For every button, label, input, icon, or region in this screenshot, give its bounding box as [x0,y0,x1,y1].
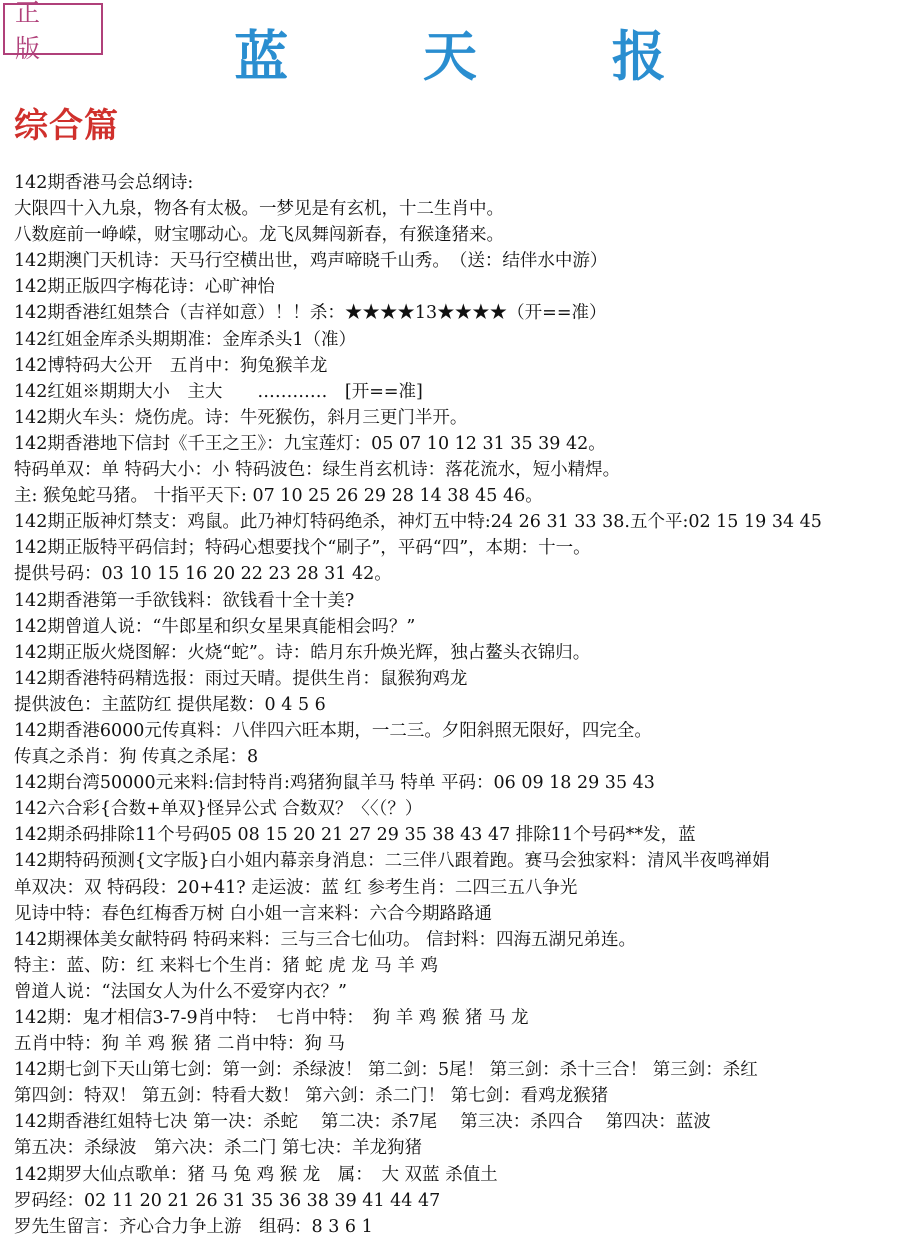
text-line: 提供波色：主蓝防红 提供尾数：0 4 5 6 [14,694,326,715]
text-line: 142期香港红姐特七决 第一决：杀蛇 第二决：杀7尾 第三决：杀四合 第四决：蓝波 [14,1112,711,1133]
text-line: 主: 猴兔蛇马猪。 十指平天下: 07 10 25 26 29 28 14 38 45 46。 [14,486,543,507]
text-line: 第四剑：特双！ 第五剑：特看大数！ 第六剑：杀二门！ 第七剑：看鸡龙猴猪 [14,1086,609,1107]
text-line: 142期七剑下天山第七剑：第一剑：杀绿波！ 第二剑：5尾！ 第三剑：杀十三合！ 第三剑：杀红 [14,1060,758,1081]
text-line: 传真之杀肖：狗 传真之杀尾：8 [14,747,259,768]
newspaper-title: 蓝 天 报 [234,24,724,88]
text-line: 142红姐金库杀头期期准：金库杀头1（准） [14,329,357,350]
text-line: 142期：鬼才相信3-7-9肖中特： 七肖中特： 狗 羊 鸡 猴 猪 马 龙 [14,1008,529,1028]
text-line: 142期火车头：烧伤虎。诗：牛死猴伤，斜月三更门半开。 [14,407,468,428]
text-line: 142期曾道人说：“牛郎星和织女星果真能相会吗？” [14,616,416,637]
text-line: 142期裸体美女献特码 特码来料：三与三合七仙功。 信封料：四海五湖兄弟连。 [14,929,637,950]
text-line: 142期正版四字梅花诗：心旷神怡 [14,277,275,298]
text-line: 142期特码预测{文字版}白小姐内幕亲身消息：二三伴八跟着跑。赛马会独家料：清风半夜鸣禅娟 [14,851,770,872]
text-line: 五肖中特：狗 羊 鸡 猴 猪 二肖中特：狗 马 [14,1034,345,1055]
text-line: 142期罗大仙点歌单：猪 马 兔 鸡 猴 龙 属： 大 双蓝 杀值土 [14,1164,498,1185]
text-line: 特主：蓝、防：红 来料七个生肖：猪 蛇 虎 龙 马 羊 鸡 [14,955,438,976]
text-line: 142期杀码排除11个号码05 08 15 20 21 27 29 35 38 43 47 排除11个号码**发，蓝 [14,825,696,846]
text-line: 142期香港第一手欲钱料：欲钱看十全十美? [14,590,355,611]
text-line: 第五决：杀绿波 第六决：杀二门 第七决：羊龙狗猪 [14,1138,423,1159]
text-line: 曾道人说：“法国女人为什么不爱穿内衣？” [14,981,347,1002]
text-line: 142六合彩{合数+单双}怪异公式 合数双？〈〈（？） [14,799,423,820]
text-line: 八数庭前一峥嵘，财宝哪动心。龙飞凤舞闯新春，有猴逢猪来。 [14,225,504,246]
text-line: 142期正版火烧图解：火烧“蛇”。诗：皓月东升焕光辉，独占鳌头衣锦归。 [14,642,591,663]
text-line: 单双决：双 特码段：20+41? 走运波：蓝 红 参考生肖：二四三五八争光 [14,877,578,898]
text-line: 142期香港6000元传真料：八伴四六旺本期，一二三。夕阳斜照无限好，四完全。 [14,720,652,741]
text-line: 142期台湾50000元来料:信封特肖:鸡猪狗鼠羊马 特单 平码：06 09 18 29 35 43 [14,773,655,794]
text-line: 罗先生留言：齐心合力争上游 组码：8 3 6 1 [14,1216,373,1237]
text-line: 142期正版神灯禁支：鸡鼠。此乃神灯特码绝杀，神灯五中特:24 26 31 33 38.五个平:02 15 19 34 45 [14,512,822,533]
text-line: 142博特码大公开 五肖中：狗兔猴羊龙 [14,355,328,376]
text-line: 大限四十入九泉，物各有太极。一梦见是有玄机，十二生肖中。 [14,199,504,220]
section-heading: 综合篇 [14,106,119,146]
text-line: 142期香港红姐禁合（吉祥如意）！！杀：★★★★13★★★★（开==准） [14,303,607,324]
text-line: 罗码经：02 11 20 21 26 31 35 36 38 39 41 44 47 [14,1190,441,1211]
edition-badge: 正 版 [3,3,103,55]
text-line: 142期香港特码精选报：雨过天晴。提供生肖：鼠猴狗鸡龙 [14,668,468,689]
text-line: 特码单双：单 特码大小：小 特码波色：绿生肖玄机诗：落花流水，短小精焊。 [14,460,621,481]
text-line: 142期正版特平码信封；特码心想要找个“刷子”，平码“四”，本期：十一。 [14,538,591,559]
text-line: 见诗中特：春色红梅香万树 白小姐一言来料：六合今期路路通 [14,903,493,924]
text-line: 提供号码：03 10 15 16 20 22 23 28 31 42。 [14,564,392,585]
text-line: 142期香港地下信封《千王之王》：九宝莲灯：05 07 10 12 31 35 39 42。 [14,433,606,454]
text-line: 142红姐※期期大小 主大 ………… [开==准] [14,381,423,402]
text-line: 142期澳门天机诗：天马行空横出世，鸡声啼晓千山秀。 （送：结伴水中游） [14,251,608,272]
text-line: 142期香港马会总纲诗: [14,173,194,193]
article-body [14,170,900,1240]
